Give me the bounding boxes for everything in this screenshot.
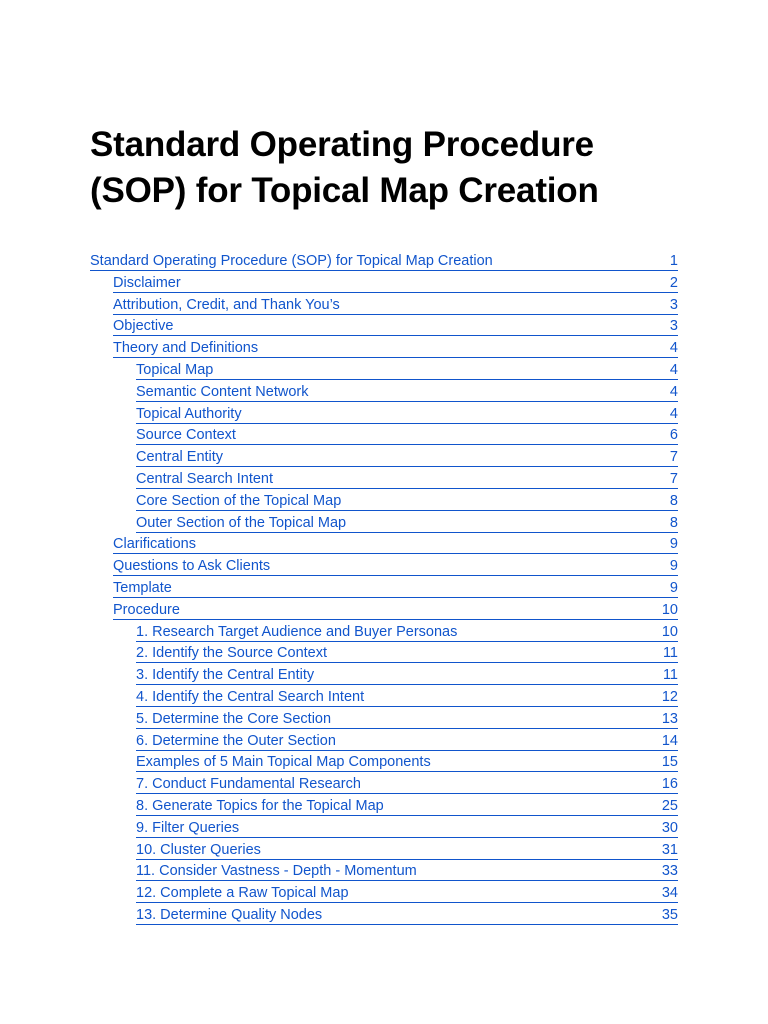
toc-entry-label: 11. Consider Vastness - Depth - Momentum	[136, 863, 417, 880]
toc-entry	[0, 272, 768, 294]
toc-page-number: 8	[669, 514, 678, 531]
toc-entry-label: 4. Identify the Central Search Intent	[136, 688, 365, 705]
toc-entry	[0, 359, 768, 381]
toc-entry-label: Topical Map	[136, 361, 214, 378]
toc-page-number: 11	[662, 645, 678, 662]
toc-page-number: 4	[669, 340, 678, 357]
toc-entry	[0, 839, 768, 861]
toc-entry-label: Objective	[113, 318, 174, 335]
toc-link[interactable]	[136, 381, 678, 402]
toc-entry	[0, 381, 768, 403]
toc-page-number: 25	[661, 797, 678, 814]
toc-page-number: 34	[661, 885, 678, 902]
toc-entry	[0, 599, 768, 621]
toc-entry	[0, 512, 768, 534]
toc-link[interactable]	[136, 359, 678, 380]
toc-entry-label: 9. Filter Queries	[136, 819, 240, 836]
toc-link[interactable]	[113, 533, 678, 554]
toc-entry	[0, 904, 768, 926]
toc-page-number: 7	[669, 470, 678, 487]
toc-entry	[0, 424, 768, 446]
toc-entry	[0, 468, 768, 490]
toc-entry	[0, 446, 768, 468]
toc-entry	[0, 577, 768, 599]
toc-link[interactable]	[136, 621, 678, 642]
toc-link[interactable]	[136, 839, 678, 860]
toc-page-number: 9	[669, 558, 678, 575]
toc-entry	[0, 882, 768, 904]
toc-entry-label: Core Section of the Topical Map	[136, 492, 342, 509]
toc-entry-label: 5. Determine the Core Section	[136, 710, 332, 727]
toc-page-number: 2	[669, 274, 678, 291]
toc-entry-label: Standard Operating Procedure (SOP) for Topical Map Creation	[90, 253, 493, 269]
toc-link[interactable]	[113, 294, 678, 315]
toc-link[interactable]	[136, 468, 678, 489]
toc-entry-label: Questions to Ask Clients	[113, 558, 271, 575]
document-title	[90, 122, 690, 214]
toc-link[interactable]	[136, 424, 678, 445]
toc-page-number: 7	[669, 449, 678, 466]
toc-entry	[0, 664, 768, 686]
toc-entry-label: 1. Research Target Audience and Buyer Personas	[136, 623, 458, 640]
toc-page-number: 16	[661, 776, 678, 793]
toc-entry-label: Attribution, Credit, and Thank You’s	[113, 296, 340, 313]
toc-link[interactable]	[136, 642, 678, 663]
toc-entry	[0, 817, 768, 839]
toc-page-number: 3	[669, 318, 678, 335]
toc-entry	[0, 795, 768, 817]
document-title-line-2: (SOP) for Topical Map Creation	[90, 171, 599, 210]
toc-entry	[0, 294, 768, 316]
toc-entry	[0, 315, 768, 337]
toc-entry	[0, 403, 768, 425]
toc-link[interactable]	[136, 904, 678, 925]
document-title-line-1: Standard Operating Procedure	[90, 125, 594, 164]
toc-page-number: 6	[669, 427, 678, 444]
toc-link[interactable]	[136, 664, 678, 685]
toc-link[interactable]	[90, 250, 678, 271]
toc-page-number: 1	[669, 253, 678, 269]
toc-entry-label: 10. Cluster Queries	[136, 841, 261, 858]
toc-page-number: 10	[661, 623, 678, 640]
toc-entry	[0, 708, 768, 730]
toc-entry	[0, 686, 768, 708]
toc-link[interactable]	[136, 882, 678, 903]
toc-entry-label: Topical Authority	[136, 405, 242, 422]
toc-page-number: 15	[661, 754, 678, 771]
toc-entry-label: 12. Complete a Raw Topical Map	[136, 885, 349, 902]
toc-entry-label: Clarifications	[113, 536, 196, 553]
toc-link[interactable]	[136, 773, 678, 794]
toc-page-number: 9	[669, 579, 678, 596]
toc-page-number: 3	[669, 296, 678, 313]
toc-page-number: 4	[669, 383, 678, 400]
toc-link[interactable]	[113, 555, 678, 576]
toc-page-number: 8	[669, 492, 678, 509]
toc-entry-label: 13. Determine Quality Nodes	[136, 906, 323, 923]
toc-entry	[0, 773, 768, 795]
toc-entry-label: Examples of 5 Main Topical Map Components	[136, 754, 431, 771]
toc-entry-label: Disclaimer	[113, 274, 181, 291]
toc-link[interactable]	[136, 751, 678, 772]
toc-entry-label: Central Entity	[136, 449, 224, 466]
toc-entry	[0, 751, 768, 773]
toc-entry-label: 8. Generate Topics for the Topical Map	[136, 797, 384, 814]
toc-entry	[0, 555, 768, 577]
toc-entry-label: 7. Conduct Fundamental Research	[136, 776, 361, 793]
toc-page-number: 4	[669, 361, 678, 378]
toc-entry-label: Source Context	[136, 427, 236, 444]
toc-link[interactable]	[136, 446, 678, 467]
toc-page-number: 10	[661, 601, 678, 618]
toc-entry-label: 2. Identify the Source Context	[136, 645, 328, 662]
toc-entry-label: Outer Section of the Topical Map	[136, 514, 347, 531]
toc-link[interactable]	[136, 860, 678, 881]
toc-entry	[0, 642, 768, 664]
toc-link[interactable]	[136, 512, 678, 533]
toc-entry-label: Semantic Content Network	[136, 383, 309, 400]
toc-link[interactable]	[113, 337, 678, 358]
toc-entry	[0, 621, 768, 643]
toc-link[interactable]	[113, 577, 678, 598]
toc-entry	[0, 250, 768, 272]
toc-link[interactable]	[136, 730, 678, 751]
toc-link[interactable]	[136, 817, 678, 838]
toc-page-number: 30	[661, 819, 678, 836]
toc-link[interactable]	[136, 490, 678, 511]
toc-page-number: 12	[661, 688, 678, 705]
toc-link[interactable]	[113, 272, 678, 293]
toc-link[interactable]	[136, 708, 678, 729]
toc-entry-label: 6. Determine the Outer Section	[136, 732, 336, 749]
toc-link[interactable]	[136, 403, 678, 424]
toc-entry	[0, 860, 768, 882]
toc-entry	[0, 730, 768, 752]
toc-link[interactable]	[113, 599, 678, 620]
toc-entry	[0, 490, 768, 512]
toc-page-number: 33	[661, 863, 678, 880]
toc-link[interactable]	[136, 686, 678, 707]
toc-page-number: 4	[669, 405, 678, 422]
toc-page-number: 9	[669, 536, 678, 553]
toc-page-number: 13	[661, 710, 678, 727]
toc-link[interactable]	[113, 315, 678, 336]
toc-entry	[0, 533, 768, 555]
toc-entry-label: Procedure	[113, 601, 180, 618]
toc-page-number: 11	[662, 667, 678, 684]
table-of-contents	[0, 250, 768, 926]
toc-page-number: 35	[661, 906, 678, 923]
toc-entry-label: Theory and Definitions	[113, 340, 259, 357]
toc-entry-label: Template	[113, 579, 172, 596]
toc-entry-label: Central Search Intent	[136, 470, 274, 487]
toc-entry	[0, 337, 768, 359]
toc-page-number: 14	[661, 732, 678, 749]
toc-link[interactable]	[136, 795, 678, 816]
toc-entry-label: 3. Identify the Central Entity	[136, 667, 315, 684]
toc-page-number: 31	[661, 841, 678, 858]
